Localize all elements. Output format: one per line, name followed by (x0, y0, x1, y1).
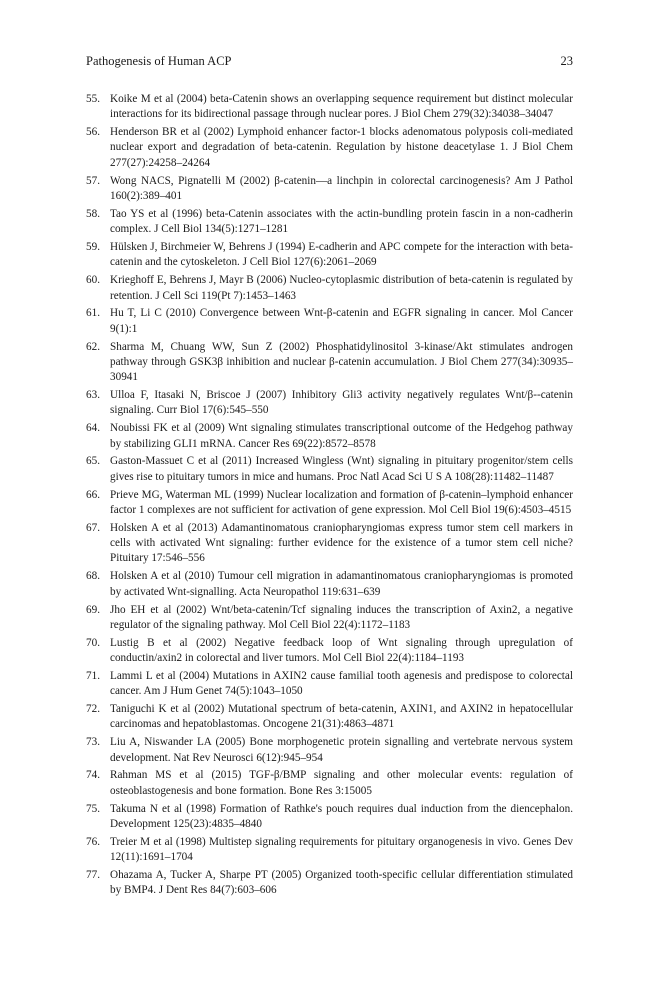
reference-item (86, 835, 573, 866)
reference-number: 59. (86, 241, 100, 254)
reference-text: Lustig B et al (2002) Negative feedback loop of Wnt signaling through upregulation of conductin/axin2 in colorectal and liver tumors. Mol Cell Biol 22(4):1184–1193 (110, 636, 573, 664)
reference-text: Treier M et al (1998) Multistep signaling requirements for pituitary organogenesis in vivo. Genes Dev 12(11):1691–1704 (110, 835, 573, 864)
reference-text: Krieghoff E, Behrens J, Mayr B (2006) Nucleo-cytoplasmic distribution of beta-catenin is regulated by retention. J Cell Sci 119(Pt 7):1453–1463 (110, 274, 573, 302)
reference-number: 72. (86, 703, 100, 716)
reference-item (86, 768, 573, 799)
reference-text: Hu T, Li C (2010) Convergence between Wnt-β-catenin and EGFR signaling in cancer. Mol Cancer 9(1):1 (110, 307, 573, 335)
reference-number: 56. (86, 126, 100, 139)
reference-item (86, 702, 573, 733)
reference-item (86, 388, 573, 419)
reference-number: 66. (86, 488, 100, 501)
reference-number: 73. (86, 736, 100, 749)
reference-text: Jho EH et al (2002) Wnt/beta-catenin/Tcf signaling induces the transcription of Axin2, a negative regulator of the signaling pathway. Mol Cell Biol 22(4):1172–1183 (110, 603, 573, 631)
reference-item (86, 207, 573, 238)
reference-text: Prieve MG, Waterman ML (1999) Nuclear localization and formation of β-catenin–lymphoid enhancer factor 1 complexes are not sufficient for activation of gene expression. Mol Cell Biol 19(6):4503–4515 (110, 488, 573, 516)
reference-number: 67. (86, 521, 100, 534)
page-header (86, 52, 573, 70)
reference-text: Noubissi FK et al (2009) Wnt signaling stimulates transcriptional outcome of the Hedgehog pathway by stabilizing GLI1 mRNA. Cancer Res 69(22):8572–8578 (110, 422, 573, 450)
reference-text: Rahman MS et al (2015) TGF-β/BMP signaling and other molecular events: regulation of osteoblastogenesis and bone formation. Bone Res 3:15005 (110, 769, 573, 797)
reference-number: 74. (86, 769, 100, 782)
reference-text: Holsken A et al (2013) Adamantinomatous craniopharyngiomas express tumor stem cell markers in cells with activated Wnt signaling: further evidence for the existence of a tumor stem cell niche? Pituitary 17:546–556 (110, 521, 573, 565)
reference-item (86, 125, 573, 171)
reference-number: 69. (86, 603, 100, 616)
reference-item (86, 669, 573, 700)
reference-item (86, 240, 573, 271)
reference-text: Ohazama A, Tucker A, Sharpe PT (2005) Organized tooth-specific cellular differentiation stimulated by BMP4. J Dent Res 84(7):603–606 (110, 869, 573, 897)
reference-text: Ulloa F, Itasaki N, Briscoe J (2007) Inhibitory Gli3 activity negatively regulates Wnt/β--catenin signaling. Curr Biol 17(6):545–550 (110, 389, 573, 417)
reference-number: 68. (86, 570, 100, 583)
reference-text: Hülsken J, Birchmeier W, Behrens J (1994) E-cadherin and APC compete for the interaction with beta-catenin and the cytoskeleton. J Cell Biol 127(6):2061–2069 (110, 241, 573, 269)
reference-list (86, 92, 573, 901)
reference-number: 57. (86, 174, 100, 187)
running-title: Pathogenesis of Human ACP (86, 54, 232, 68)
reference-number: 70. (86, 636, 100, 649)
reference-text: Taniguchi K et al (2002) Mutational spectrum of beta-catenin, AXIN1, and AXIN2 in hepatocellular carcinomas and hepatoblastomas. Oncogene 21(31):4863–4871 (110, 703, 573, 731)
reference-number: 76. (86, 835, 100, 848)
reference-text: Lammi L et al (2004) Mutations in AXIN2 cause familial tooth agenesis and predispose to colorectal cancer. Am J Hum Genet 74(5):1043–1050 (110, 669, 573, 698)
reference-number: 65. (86, 455, 100, 468)
reference-text: Koike M et al (2004) beta-Catenin shows an overlapping sequence requirement but distinct molecular interactions for its bidirectional passage through nuclear pores. J Biol Chem 279(32):34038–34047 (110, 93, 573, 121)
reference-item (86, 421, 573, 452)
reference-text: Sharma M, Chuang WW, Sun Z (2002) Phosphatidylinositol 3-kinase/Akt stimulates androgen pathway through GSK3β inhibition and nuclear β-catenin accumulation. J Biol Chem 277(34):30935–30941 (110, 340, 573, 384)
reference-item (86, 174, 573, 205)
reference-item (86, 735, 573, 766)
reference-number: 62. (86, 340, 100, 353)
reference-item (86, 569, 573, 600)
reference-number: 63. (86, 389, 100, 402)
reference-number: 77. (86, 869, 100, 882)
reference-item (86, 273, 573, 304)
reference-number: 64. (86, 422, 100, 435)
reference-item (86, 340, 573, 386)
reference-number: 58. (86, 207, 100, 220)
reference-text: Takuma N et al (1998) Formation of Rathke's pouch requires dual induction from the diencephalon. Development 125(23):4835–4840 (110, 802, 573, 830)
reference-item (86, 636, 573, 667)
reference-item (86, 868, 573, 899)
reference-number: 55. (86, 93, 100, 105)
reference-item (86, 454, 573, 485)
reference-text: Holsken A et al (2010) Tumour cell migration in adamantinomatous craniopharyngiomas is promoted by activated Wnt-signalling. Acta Neuropathol 119:631–639 (110, 570, 573, 598)
reference-text: Henderson BR et al (2002) Lymphoid enhancer factor-1 blocks adenomatous polyposis coli-mediated nuclear export and degradation of beta-catenin. Regulation by histone deacetylase 1. J Biol Chem 277(27):24258–24264 (110, 126, 573, 169)
reference-item (86, 306, 573, 337)
reference-number: 71. (86, 669, 100, 682)
page-number: 23 (560, 54, 573, 68)
reference-item (86, 488, 573, 519)
reference-item (86, 802, 573, 833)
reference-number: 61. (86, 307, 100, 320)
reference-item (86, 92, 573, 123)
reference-text: Liu A, Niswander LA (2005) Bone morphogenetic protein signalling and vertebrate nervous system development. Nat Rev Neurosci 6(12):945–954 (110, 736, 573, 764)
reference-number: 75. (86, 802, 100, 815)
reference-text: Gaston-Massuet C et al (2011) Increased Wingless (Wnt) signaling in pituitary progenitor/stem cells gives rise to pituitary tumors in mice and humans. Proc Natl Acad Sci U S A 108(28):11482–11487 (110, 455, 573, 483)
reference-number: 60. (86, 274, 100, 287)
reference-text: Wong NACS, Pignatelli M (2002) β-catenin—a linchpin in colorectal carcinogenesis? Am J Pathol 160(2):389–401 (110, 174, 573, 202)
reference-text: Tao YS et al (1996) beta-Catenin associates with the actin-bundling protein fascin in a non-cadherin complex. J Cell Biol 134(5):1271–1281 (110, 207, 573, 236)
reference-item (86, 521, 573, 567)
reference-item (86, 603, 573, 634)
